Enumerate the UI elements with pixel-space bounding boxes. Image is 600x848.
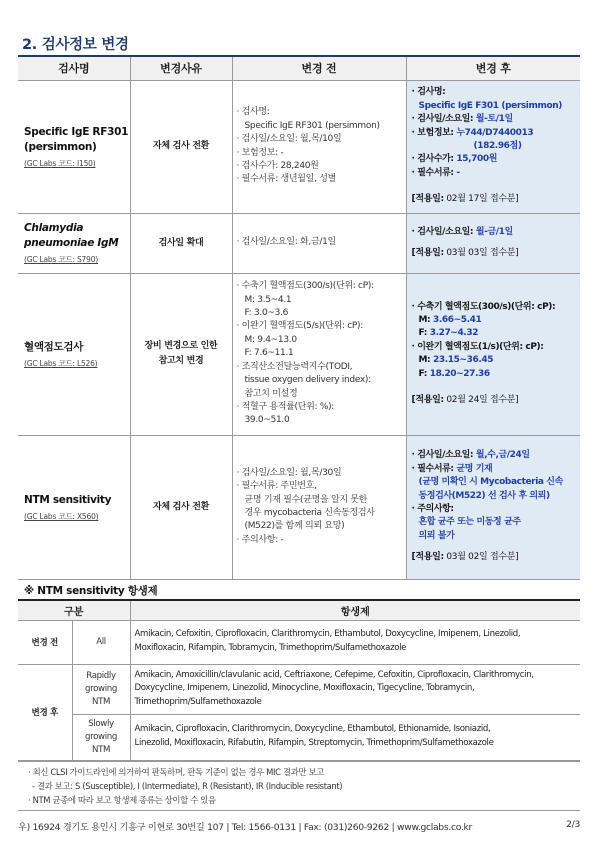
before-line: · 검사일/소요일: 월,목/30일 xyxy=(236,467,342,478)
before-line: · 검사수가: 28,240원 xyxy=(236,160,319,171)
before-line: · 필수서류: 주민번호, xyxy=(236,481,317,492)
after-line: M: 23.15~36.45 xyxy=(418,355,494,366)
note-line: - 결과 보고: S (Susceptible), I (Intermediate), R (Resistant), IR (Inducible resistant) xyxy=(32,781,343,791)
after-line: (균명 미확인 시 Mycobacteria 신속 xyxy=(418,477,563,488)
subgroup-label: Slowly growing NTM xyxy=(72,714,130,760)
before-line: 참고치 미설정 xyxy=(244,388,298,399)
before-line: · 검사일/소요일: 화,금/1일 xyxy=(236,237,336,248)
before-line: 균명 기재 필수(균명을 알지 못한 xyxy=(244,494,368,505)
table-row xyxy=(18,435,580,579)
note-line: · NTM 균종에 따라 보고 항생제 종류는 상이할 수 있음 xyxy=(28,795,216,805)
note-line: · 최신 CLSI 가이드라인에 의거하여 판독하며, 판독 기준이 없는 경우 MIC 결과만 보고 xyxy=(28,767,324,777)
before-cell xyxy=(232,213,406,273)
ntm-antibiotics-table xyxy=(18,599,580,761)
before-line: M: 3.5~4.1 xyxy=(244,294,292,305)
antibiotic-list: Amikacin, Cefoxitin, Ciprofloxacin, Clarithromycin, Ethambutol, Doxycycline, Imipenem, Linezolid, Moxifloxacin, Rifampin, Tobramycin, Trimethoprim/Sulfamethoxazole xyxy=(130,620,580,664)
after-cell xyxy=(406,273,580,435)
before-line: · 필수서류: 생년월일, 성별 xyxy=(236,174,336,185)
after-line: · 검사일/소요일: 월-토/1일 xyxy=(411,114,513,125)
test-name: 혈액점도검사 xyxy=(24,340,84,353)
reason-text: 참고치 변경 xyxy=(158,356,204,366)
header-antibiotics: 항생제 xyxy=(130,600,580,620)
test-name: Chlamydia xyxy=(24,222,84,234)
test-name: pneumoniae IgM xyxy=(24,237,119,249)
before-line: tissue oxygen delivery index): xyxy=(244,375,371,386)
before-line: · 검사일/소요일: 월,목/10일 xyxy=(236,134,342,145)
after-line: · 검사명: xyxy=(411,87,446,98)
after-line: · 검사수가: 15,700원 xyxy=(411,154,497,165)
table-row xyxy=(18,80,580,213)
table-row xyxy=(18,620,580,664)
before-cell xyxy=(232,80,406,213)
before-line: M: 9.4~13.0 xyxy=(244,334,297,345)
ntm-table-header xyxy=(18,600,580,620)
before-line: F: 3.0~3.6 xyxy=(244,308,289,319)
reason-cell xyxy=(130,213,232,273)
after-line: Specific IgE F301 (persimmon) xyxy=(418,100,562,111)
header-after: 변경 후 xyxy=(406,57,580,80)
reason-text: 자체 검사 전환 xyxy=(152,141,210,151)
apply-date: [적용일: 03월 03일 접수분] xyxy=(411,248,519,258)
after-cell xyxy=(406,80,580,213)
test-code: (GC Labs 코드: S790) xyxy=(24,255,98,264)
test-name-cell xyxy=(18,80,130,213)
reason-cell xyxy=(130,80,232,213)
test-name: Specific IgE RF301 xyxy=(24,125,129,138)
after-line: F: 18.20~27.36 xyxy=(418,368,490,379)
test-name: NTM sensitivity xyxy=(24,493,112,506)
after-line: M: 3.66~5.41 xyxy=(418,314,482,325)
notes-box xyxy=(18,761,580,811)
subgroup-label: All xyxy=(72,620,130,664)
reason-cell xyxy=(130,273,232,435)
antibiotic-list: Amikacin, Amoxicillin/clavulanic acid, Ceftriaxone, Cefepime, Cefoxitin, Ciprofloxacin, Clarithromycin, Doxycycline, Imipenem, Linezolid, Minocycline, Moxifloxacin, Tigecycline, Tobramycin, Trimethoprim/Sulfamethoxazole xyxy=(130,664,580,714)
reason-text: 검사일 확대 xyxy=(158,237,204,248)
header-reason: 변경사유 xyxy=(130,57,232,80)
table-row xyxy=(18,714,580,760)
test-name: (persimmon) xyxy=(24,140,97,153)
after-cell xyxy=(406,435,580,579)
group-label-after: 변경 후 xyxy=(18,664,72,760)
after-line: · 검사일/소요일: 월,수,금/24일 xyxy=(411,450,530,461)
group-label-before: 변경 전 xyxy=(18,620,72,664)
before-line: · 검사명: xyxy=(236,107,270,118)
before-cell xyxy=(232,273,406,435)
before-line: · 보험정보: - xyxy=(236,147,284,158)
after-line: 혼합 균주 또는 미동정 균주 xyxy=(418,517,521,528)
after-line: · 수축기 혈액점도(300/s)(단위: cP): xyxy=(411,301,556,312)
table-row xyxy=(18,273,580,435)
ntm-antibiotics-title: ※ NTM sensitivity 항생제 xyxy=(24,585,158,597)
after-line: · 보험정보: 누744/D7440013 xyxy=(411,127,534,138)
after-line: (182.96점) xyxy=(473,141,522,151)
test-name-cell xyxy=(18,213,130,273)
test-code: (GC Labs 코드: X560) xyxy=(24,511,99,521)
before-line: 경우 mycobacteria 신속동정검사 xyxy=(244,508,375,518)
after-line: 동정검사(M522) 선 검사 후 의뢰) xyxy=(418,490,550,501)
table-row xyxy=(18,664,580,714)
footer-contact: 우) 16924 경기도 용인시 기흥구 이현로 30번길 107 | Tel: 1566-0131 | Fax: (031)260-9262 | www.gclabs.co.kr xyxy=(18,822,472,833)
apply-date: [적용일: 03월 02일 접수분] xyxy=(411,552,519,563)
before-line: · 조직산소전달능력지수(TODI, xyxy=(236,361,353,372)
after-line: · 이완기 혈액점도(1/s)(단위: cP): xyxy=(411,341,544,352)
before-line: F: 7.6~11.1 xyxy=(244,348,294,359)
before-line: (M522)를 함께 의뢰 요망) xyxy=(244,521,345,532)
after-line: · 필수서류: - xyxy=(411,167,460,178)
test-name-cell xyxy=(18,273,130,435)
reason-text: 자체 검사 전환 xyxy=(152,501,210,512)
antibiotic-list: Amikacin, Ciprofloxacin, Clarithromycin, Doxycycline, Ethambutol, Ethionamide, Isoniazid, Linezolid, Moxifloxacin, Rifabutin, Rifampin, Streptomycin, Trimethoprim/Sulfamethoxazole xyxy=(130,714,580,760)
after-line: F: 3.27~4.32 xyxy=(418,328,479,339)
before-line: Specific IgE RF301 (persimmon) xyxy=(244,120,380,131)
table-row xyxy=(18,213,580,273)
before-line: · 주의사항: - xyxy=(236,534,284,545)
before-line: 39.0~51.0 xyxy=(244,415,290,426)
before-line: · 수축기 혈액점도(300/s)(단위: cP): xyxy=(236,281,374,292)
after-line: 의뢰 불가 xyxy=(418,530,455,541)
after-line: · 검사일/소요일: 월-금/1일 xyxy=(411,226,513,237)
section-title: 2. 검사정보 변경 xyxy=(22,37,129,53)
before-line: · 이완기 혈액점도(5/s)(단위: cP): xyxy=(236,321,363,332)
reason-text: 장비 변경으로 인한 xyxy=(144,341,218,351)
change-table xyxy=(18,57,580,580)
page-footer xyxy=(18,816,580,838)
test-code: (GC Labs 코드: L526) xyxy=(24,358,98,368)
test-code: (GC Labs 코드: I150) xyxy=(24,158,96,168)
before-cell xyxy=(232,435,406,579)
header-test-name: 검사명 xyxy=(18,57,130,80)
apply-date: [적용일: 02월 24일 접수분] xyxy=(411,395,519,406)
change-table-header xyxy=(18,57,580,80)
before-line: · 적혈구 용적률(단위: %): xyxy=(236,401,335,412)
after-cell xyxy=(406,213,580,273)
test-name-cell xyxy=(18,435,130,579)
header-category: 구분 xyxy=(18,600,130,620)
page-number: 2/3 xyxy=(566,819,580,830)
after-line: · 주의사항: xyxy=(411,504,454,514)
subgroup-label: Rapidly growing NTM xyxy=(72,664,130,714)
apply-date: [적용일: 02월 17일 접수분] xyxy=(411,194,519,205)
header-before: 변경 전 xyxy=(232,57,406,80)
after-line: · 필수서류: 균명 기재 xyxy=(411,463,493,474)
reason-cell xyxy=(130,435,232,579)
